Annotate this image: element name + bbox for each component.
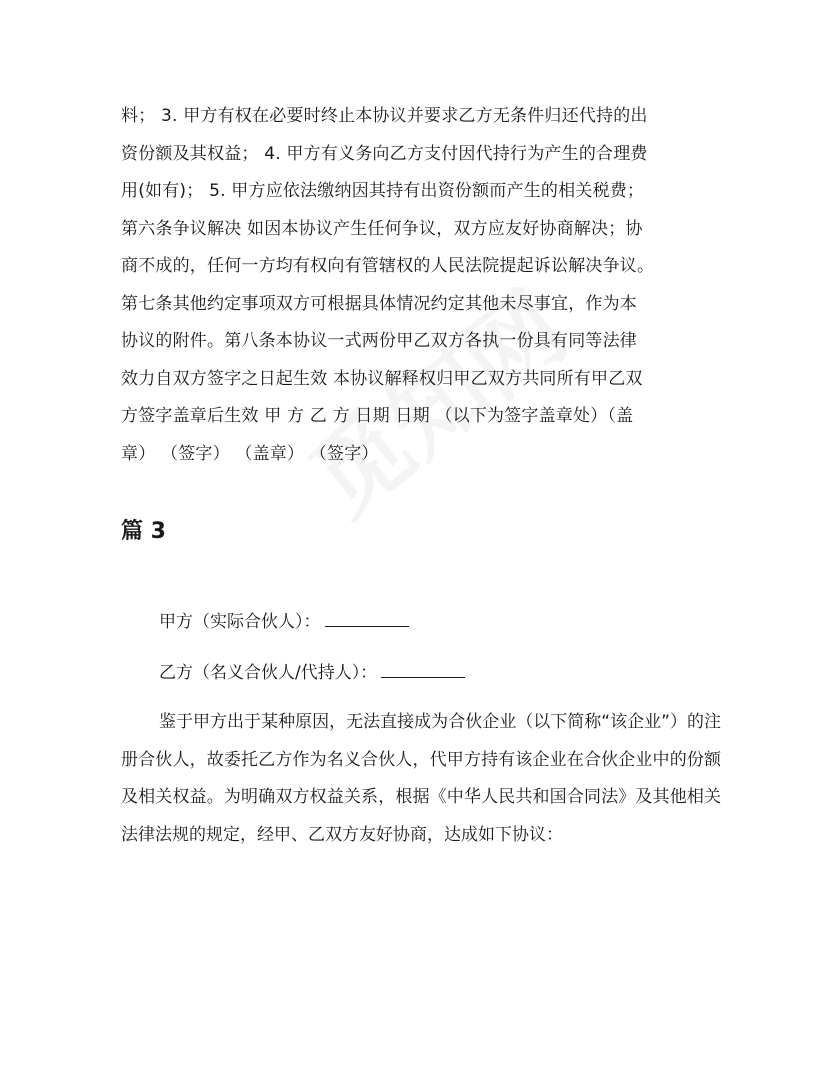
party-b-label: 乙方（名义合伙人/代持人）： bbox=[159, 663, 378, 683]
body-line: 章） （签字） （盖章） （签字） bbox=[121, 444, 379, 464]
body-line: 第六条争议解决 如因本协议产生任何争议，双方应友好协商解决；协 bbox=[121, 219, 643, 239]
section-heading: 篇 3 bbox=[121, 519, 166, 544]
body-line: 资份额及其权益； 4. 甲方有义务向乙方支付因代持行为产生的合理费 bbox=[121, 144, 648, 164]
body-line: 商不成的，任何一方均有权向有管辖权的人民法院提起诉讼解决争议。 bbox=[121, 256, 655, 276]
party-b-blank bbox=[381, 659, 465, 678]
party-a-field bbox=[159, 608, 409, 634]
party-b-field bbox=[159, 659, 465, 685]
party-a-label: 甲方（实际合伙人）： bbox=[159, 612, 321, 632]
body-line: 方签字盖章后生效 甲 方 乙 方 日期 日期 （以下为签字盖章处）（盖 bbox=[121, 406, 634, 426]
body-line: 效力自双方签字之日起生效 本协议解释权归甲乙双方共同所有甲乙双 bbox=[121, 369, 643, 389]
preamble-paragraph: 鉴于甲方出于某种原因，无法直接成为合伙企业（以下简称“该企业”）的注册合伙人，故委托乙方作为名义合伙人，代甲方持有该企业在合伙企业中的份额及相关权益。为明确双方权益关系，根据《中华人民共和国合同法》及其他相关法律法规的规定，经甲、乙双方友好协商，达成如下协议： bbox=[121, 712, 721, 845]
body-line: 协议的附件。第八条本协议一式两份甲乙双方各执一份具有同等法律 bbox=[121, 331, 637, 351]
body-line: 第七条其他约定事项双方可根据具体情况约定其他未尽事宜，作为本 bbox=[121, 294, 637, 314]
body-line: 料； 3. 甲方有权在必要时终止本协议并要求乙方无条件归还代持的出 bbox=[121, 106, 648, 126]
body-line: 用(如有)； 5. 甲方应依法缴纳因其持有出资份额而产生的相关税费； bbox=[121, 181, 645, 201]
party-a-blank bbox=[325, 608, 409, 627]
